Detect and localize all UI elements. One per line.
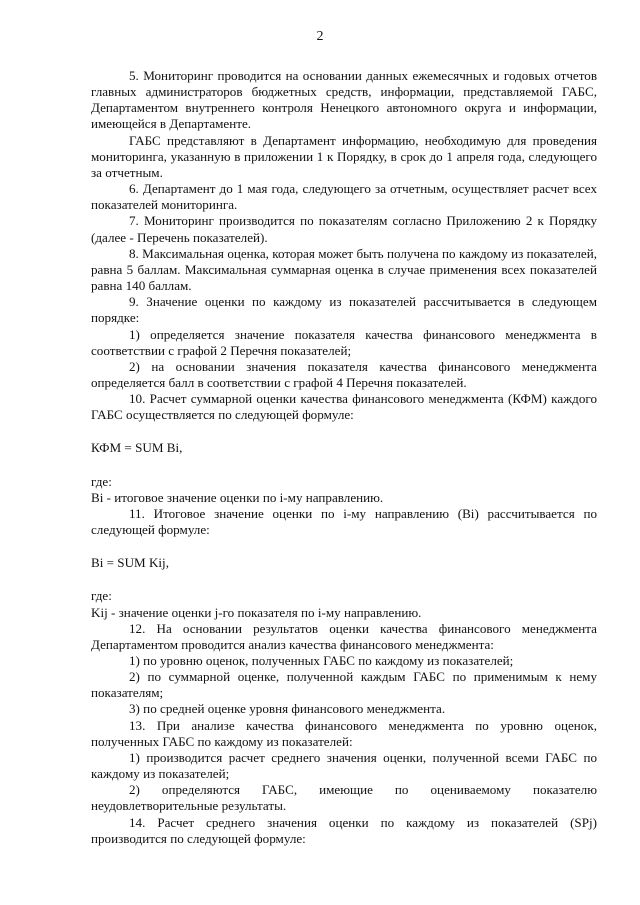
paragraph-6: 6. Департамент до 1 мая года, следующего за отчетным, осуществляет расчет всех показателей мониторинга. (91, 181, 597, 213)
formula-definition: Bi - итоговое значение оценки по i-му направлению. (91, 489, 384, 505)
paragraph-10: 10. Расчет суммарной оценки качества финансового менеджмента (КФМ) каждого ГАБС осуществляется по следующей формуле: (91, 391, 597, 423)
paragraph-14: 14. Расчет среднего значения оценки по каждому из показателей (SPj) производится по следующей формуле: (91, 814, 597, 846)
formula-kfm: КФМ = SUM Bi, (91, 440, 183, 456)
paragraph-7: 7. Мониторинг производится по показателям согласно Приложению 2 к Порядку (далее - Перечень показателей). (91, 213, 597, 245)
list-item: 1) по уровню оценок, полученных ГАБС по каждому из показателей; (129, 653, 514, 668)
paragraph-12: 12. На основании результатов оценки качества финансового менеджмента Департаментом проводится анализ качества финансового менеджмента: (91, 620, 597, 652)
list-item: 2) определяются ГАБС, имеющие по оцениваемому показателю неудовлетворительные результаты. (91, 782, 597, 814)
list-item: 2) по суммарной оценке, полученной каждым ГАБС по применимым к нему показателям; (91, 669, 597, 701)
list-item: 3) по средней оценке уровня финансового менеджмента. (129, 701, 446, 717)
paragraph-11: 11. Итоговое значение оценки по i-му направлению (Bi) рассчитывается по следующей формуле: (91, 505, 597, 538)
paragraph-gabs-info: ГАБС представляют в Департамент информацию, необходимую для проведения мониторинга, указанную в приложении 1 к Порядку, в срок до 1 апреля года, следующего за отчетным. (91, 132, 597, 180)
paragraph-8: 8. Максимальная оценка, которая может быть получена по каждому из показателей, равна 5 баллам. Максимальная суммарная оценка в случае применения всех показателей равна 140 баллам. (91, 245, 597, 294)
paragraph-5: 5. Мониторинг проводится на основании данных ежемесячных и годовых отчетов главных администраторов бюджетных средств, информации, представляемой ГАБС, Департаментом внутреннего контроля Ненецкого автономного округа и информации, имеющейся в Департаменте. (91, 68, 597, 132)
document-body (91, 68, 597, 847)
list-item: 1) производится расчет среднего значения оценки, полученной всеми ГАБС по каждому из показателей; (91, 749, 597, 782)
formula-where-label: где: (91, 588, 112, 604)
formula-bi: Bi = SUM Kij, (91, 555, 169, 571)
list-item: 1) определяется значение показателя качества финансового менеджмента в соответствии с графой 2 Перечня показателей; (91, 326, 597, 358)
formula-where-label: где: (91, 473, 112, 489)
paragraph-9: 9. Значение оценки по каждому из показателей рассчитывается в следующем порядке: (91, 294, 597, 326)
formula-definition: Kij - значение оценки j-го показателя по i-му направлению. (91, 604, 422, 620)
paragraph-13: 13. При анализе качества финансового менеджмента по уровню оценок, полученных ГАБС по каждому из показателей: (91, 717, 597, 749)
list-item: 2) на основании значения показателя качества финансового менеджмента определяется балл в соответствии с графой 4 Перечня показателей. (91, 358, 597, 390)
page-number: 2 (316, 29, 324, 44)
